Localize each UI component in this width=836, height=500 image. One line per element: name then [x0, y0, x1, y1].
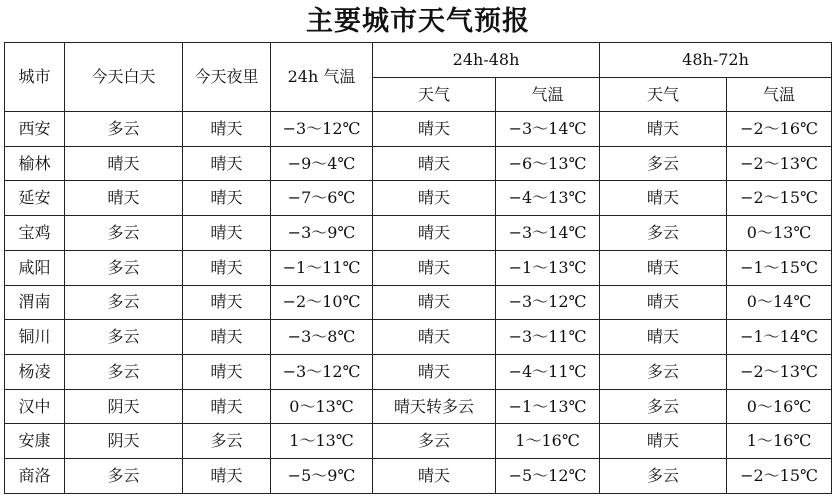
header-period-72: 48h-72h [600, 43, 832, 78]
weather-48h: 晴天 [373, 216, 496, 251]
temp-48h: −1～13℃ [496, 389, 600, 424]
weather-72h: 晴天 [600, 285, 727, 320]
temp-48h: −3～14℃ [496, 216, 600, 251]
weather-48h: 晴天 [373, 112, 496, 147]
city-name: 宝鸡 [5, 216, 65, 251]
header-weather-48: 天气 [373, 78, 496, 112]
page-title: 主要城市天气预报 [306, 6, 530, 37]
header-tonight: 今天夜里 [183, 43, 271, 112]
city-name: 杨凌 [5, 355, 65, 390]
city-name: 咸阳 [5, 250, 65, 285]
temp-72h: 0～16℃ [727, 389, 832, 424]
temp-72h: −2～16℃ [727, 112, 832, 147]
weather-48h: 晴天 [373, 355, 496, 390]
temp-48h: −6～13℃ [496, 146, 600, 181]
weather-48h: 晴天 [373, 459, 496, 494]
temp-24h: 1～13℃ [271, 424, 373, 459]
temp-24h: −5～9℃ [271, 459, 373, 494]
today-day-weather: 晴天 [65, 146, 183, 181]
temp-72h: −2～13℃ [727, 146, 832, 181]
tonight-weather: 晴天 [183, 389, 271, 424]
city-name: 延安 [5, 181, 65, 216]
city-name: 安康 [5, 424, 65, 459]
weather-72h: 多云 [600, 389, 727, 424]
weather-48h: 晴天 [373, 146, 496, 181]
temp-24h: −3～12℃ [271, 112, 373, 147]
temp-48h: −1～13℃ [496, 250, 600, 285]
today-day-weather: 阴天 [65, 424, 183, 459]
temp-72h: −2～13℃ [727, 355, 832, 390]
today-day-weather: 多云 [65, 285, 183, 320]
table-row [5, 459, 832, 494]
temp-48h: −5～12℃ [496, 459, 600, 494]
city-name: 西安 [5, 112, 65, 147]
weather-72h: 晴天 [600, 112, 727, 147]
weather-48h: 晴天 [373, 320, 496, 355]
temp-48h: −4～13℃ [496, 181, 600, 216]
tonight-weather: 晴天 [183, 112, 271, 147]
tonight-weather: 晴天 [183, 355, 271, 390]
header-temp-72: 气温 [727, 78, 832, 112]
temp-24h: −1～11℃ [271, 250, 373, 285]
temp-24h: −9～4℃ [271, 146, 373, 181]
temp-72h: −1～15℃ [727, 250, 832, 285]
tonight-weather: 晴天 [183, 459, 271, 494]
temp-72h: −2～15℃ [727, 181, 832, 216]
header-row-top [5, 43, 832, 78]
header-period-48: 24h-48h [373, 43, 600, 78]
table-row [5, 112, 832, 147]
weather-72h: 多云 [600, 355, 727, 390]
table-row [5, 216, 832, 251]
temp-24h: −3～9℃ [271, 216, 373, 251]
temp-72h: −1～14℃ [727, 320, 832, 355]
temp-24h: −2～10℃ [271, 285, 373, 320]
tonight-weather: 晴天 [183, 181, 271, 216]
weather-72h: 晴天 [600, 320, 727, 355]
today-day-weather: 多云 [65, 250, 183, 285]
table-row [5, 424, 832, 459]
city-name: 商洛 [5, 459, 65, 494]
temp-24h: −3～8℃ [271, 320, 373, 355]
tonight-weather: 晴天 [183, 216, 271, 251]
weather-72h: 多云 [600, 146, 727, 181]
table-row [5, 146, 832, 181]
tonight-weather: 晴天 [183, 250, 271, 285]
temp-72h: 1～16℃ [727, 424, 832, 459]
temp-24h: 0～13℃ [271, 389, 373, 424]
table-row [5, 320, 832, 355]
temp-72h: 0～14℃ [727, 285, 832, 320]
temp-48h: −4～11℃ [496, 355, 600, 390]
weather-72h: 晴天 [600, 250, 727, 285]
temp-48h: −3～12℃ [496, 285, 600, 320]
header-city: 城市 [5, 43, 65, 112]
today-day-weather: 晴天 [65, 181, 183, 216]
temp-24h: −3～12℃ [271, 355, 373, 390]
temp-48h: 1～16℃ [496, 424, 600, 459]
weather-48h: 晴天 [373, 181, 496, 216]
table-row [5, 250, 832, 285]
table-row [5, 389, 832, 424]
header-temp-48: 气温 [496, 78, 600, 112]
today-day-weather: 阴天 [65, 389, 183, 424]
tonight-weather: 多云 [183, 424, 271, 459]
tonight-weather: 晴天 [183, 285, 271, 320]
today-day-weather: 多云 [65, 112, 183, 147]
table-row [5, 181, 832, 216]
temp-48h: −3～11℃ [496, 320, 600, 355]
forecast-table [4, 42, 832, 494]
weather-72h: 晴天 [600, 181, 727, 216]
today-day-weather: 多云 [65, 459, 183, 494]
table-row [5, 285, 832, 320]
temp-72h: −2～15℃ [727, 459, 832, 494]
weather-72h: 多云 [600, 459, 727, 494]
temp-24h: −7～6℃ [271, 181, 373, 216]
city-name: 渭南 [5, 285, 65, 320]
city-name: 铜川 [5, 320, 65, 355]
today-day-weather: 多云 [65, 216, 183, 251]
weather-48h: 晴天转多云 [373, 389, 496, 424]
weather-72h: 多云 [600, 216, 727, 251]
tonight-weather: 晴天 [183, 146, 271, 181]
header-today-day: 今天白天 [65, 43, 183, 112]
weather-48h: 晴天 [373, 250, 496, 285]
city-name: 榆林 [5, 146, 65, 181]
temp-72h: 0～13℃ [727, 216, 832, 251]
table-row [5, 355, 832, 390]
weather-48h: 晴天 [373, 285, 496, 320]
city-name: 汉中 [5, 389, 65, 424]
today-day-weather: 多云 [65, 320, 183, 355]
header-temp-24h: 24h 气温 [271, 43, 373, 112]
today-day-weather: 多云 [65, 355, 183, 390]
temp-48h: −3～14℃ [496, 112, 600, 147]
tonight-weather: 晴天 [183, 320, 271, 355]
weather-72h: 晴天 [600, 424, 727, 459]
weather-48h: 多云 [373, 424, 496, 459]
header-weather-72: 天气 [600, 78, 727, 112]
